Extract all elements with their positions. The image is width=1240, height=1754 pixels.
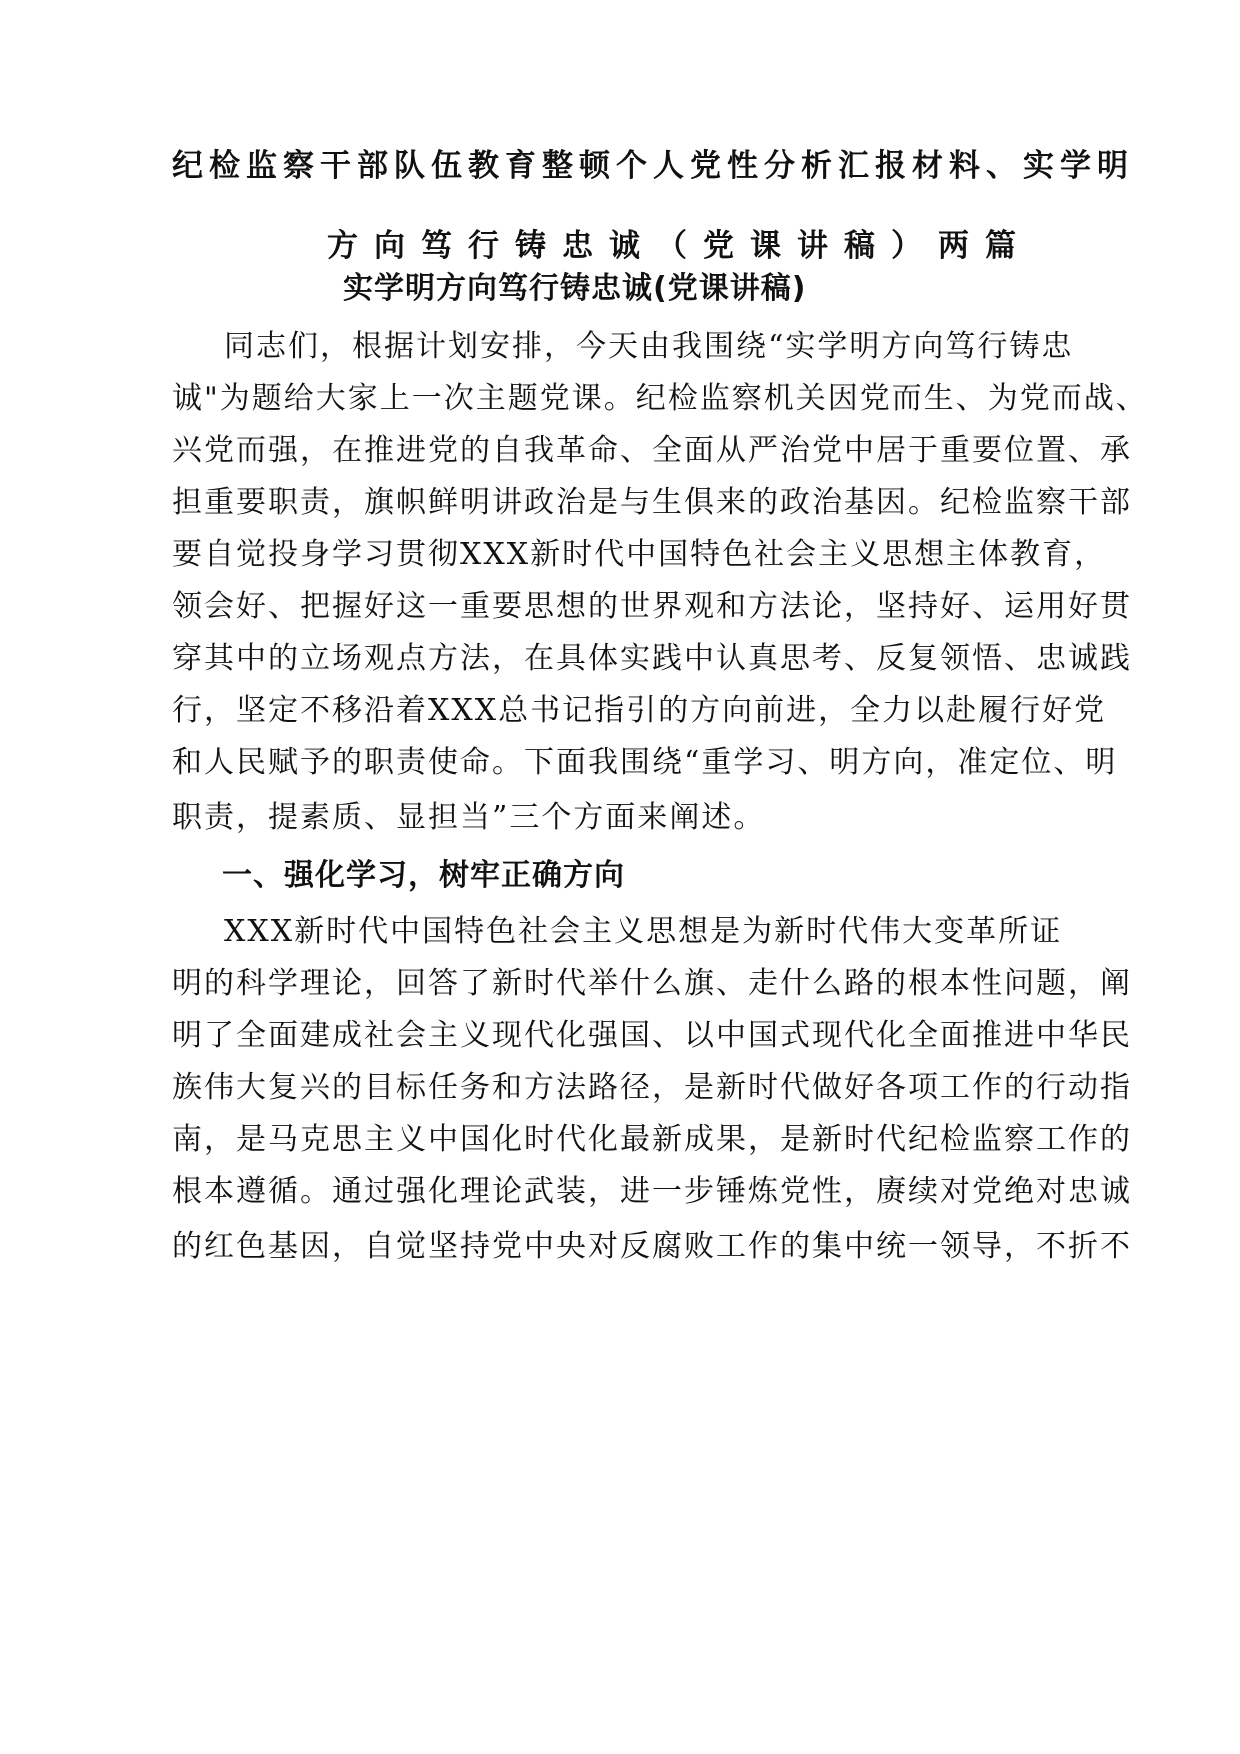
paragraph-1-line: 诚"为题给大家上一次主题党课。纪检监察机关因党而生、为党而战、 [172, 381, 1148, 416]
paragraph-2-line: 南，是马克思主义中国化时代化最新成果，是新时代纪检监察工作的 [172, 1122, 1132, 1157]
paragraph-2-line: 族伟大复兴的目标任务和方法路径，是新时代做好各项工作的行动指 [172, 1070, 1132, 1105]
paragraph-2-line: 明的科学理论，回答了新时代举什么旗、走什么路的根本性问题，阐 [172, 966, 1132, 1001]
section-heading-1: 一、强化学习，树牢正确方向 [222, 858, 625, 893]
document-subtitle: 实学明方向笃行铸忠诚(党课讲稿) [343, 271, 807, 306]
paragraph-2-line: 明了全面建成社会主义现代化强国、以中国式现代化全面推进中华民 [172, 1018, 1132, 1053]
paragraph-1-line: 兴党而强，在推进党的自我革命、全面从严治党中居于重要位置、承 [172, 433, 1132, 468]
paragraph-1-line: 行，坚定不移沿着XXX总书记指引的方向前进，全力以赴履行好党 [172, 693, 1107, 728]
paragraph-1-line: 领会好、把握好这一重要思想的世界观和方法论，坚持好、运用好贯 [172, 589, 1132, 624]
paragraph-1-line: 职责，提素质、显担当”三个方面来阐述。 [172, 800, 766, 835]
paragraph-1-line: 要自觉投身学习贯彻XXX新时代中国特色社会主义思想主体教育， [172, 537, 1107, 572]
paragraph-2-line: XXX新时代中国特色社会主义思想是为新时代伟大变革所证 [224, 914, 1063, 949]
paragraph-2-line: 的红色基因，自觉坚持党中央对反腐败工作的集中统一领导，不折不 [172, 1229, 1132, 1264]
paragraph-2-line: 根本遵循。通过强化理论武装，进一步锤炼党性，赓续对党绝对忠诚 [172, 1174, 1132, 1209]
paragraph-1-line: 担重要职责，旗帜鲜明讲政治是与生俱来的政治基因。纪检监察干部 [172, 485, 1132, 520]
paragraph-1-line: 同志们，根据计划安排，今天由我围绕“实学明方向笃行铸忠 [224, 329, 1074, 364]
paragraph-1-line: 穿其中的立场观点方法，在具体实践中认真思考、反复领悟、忠诚践 [172, 641, 1132, 676]
paragraph-1-line: 和人民赋予的职责使命。下面我围绕“重学习、明方向，准定位、明 [172, 745, 1118, 780]
document-title-line-2: 方向笃行铸忠诚（党课讲稿）两篇 [327, 228, 1032, 264]
document-title-line-1: 纪检监察干部队伍教育整顿个人党性分析汇报材料、实学明 [172, 148, 1134, 184]
